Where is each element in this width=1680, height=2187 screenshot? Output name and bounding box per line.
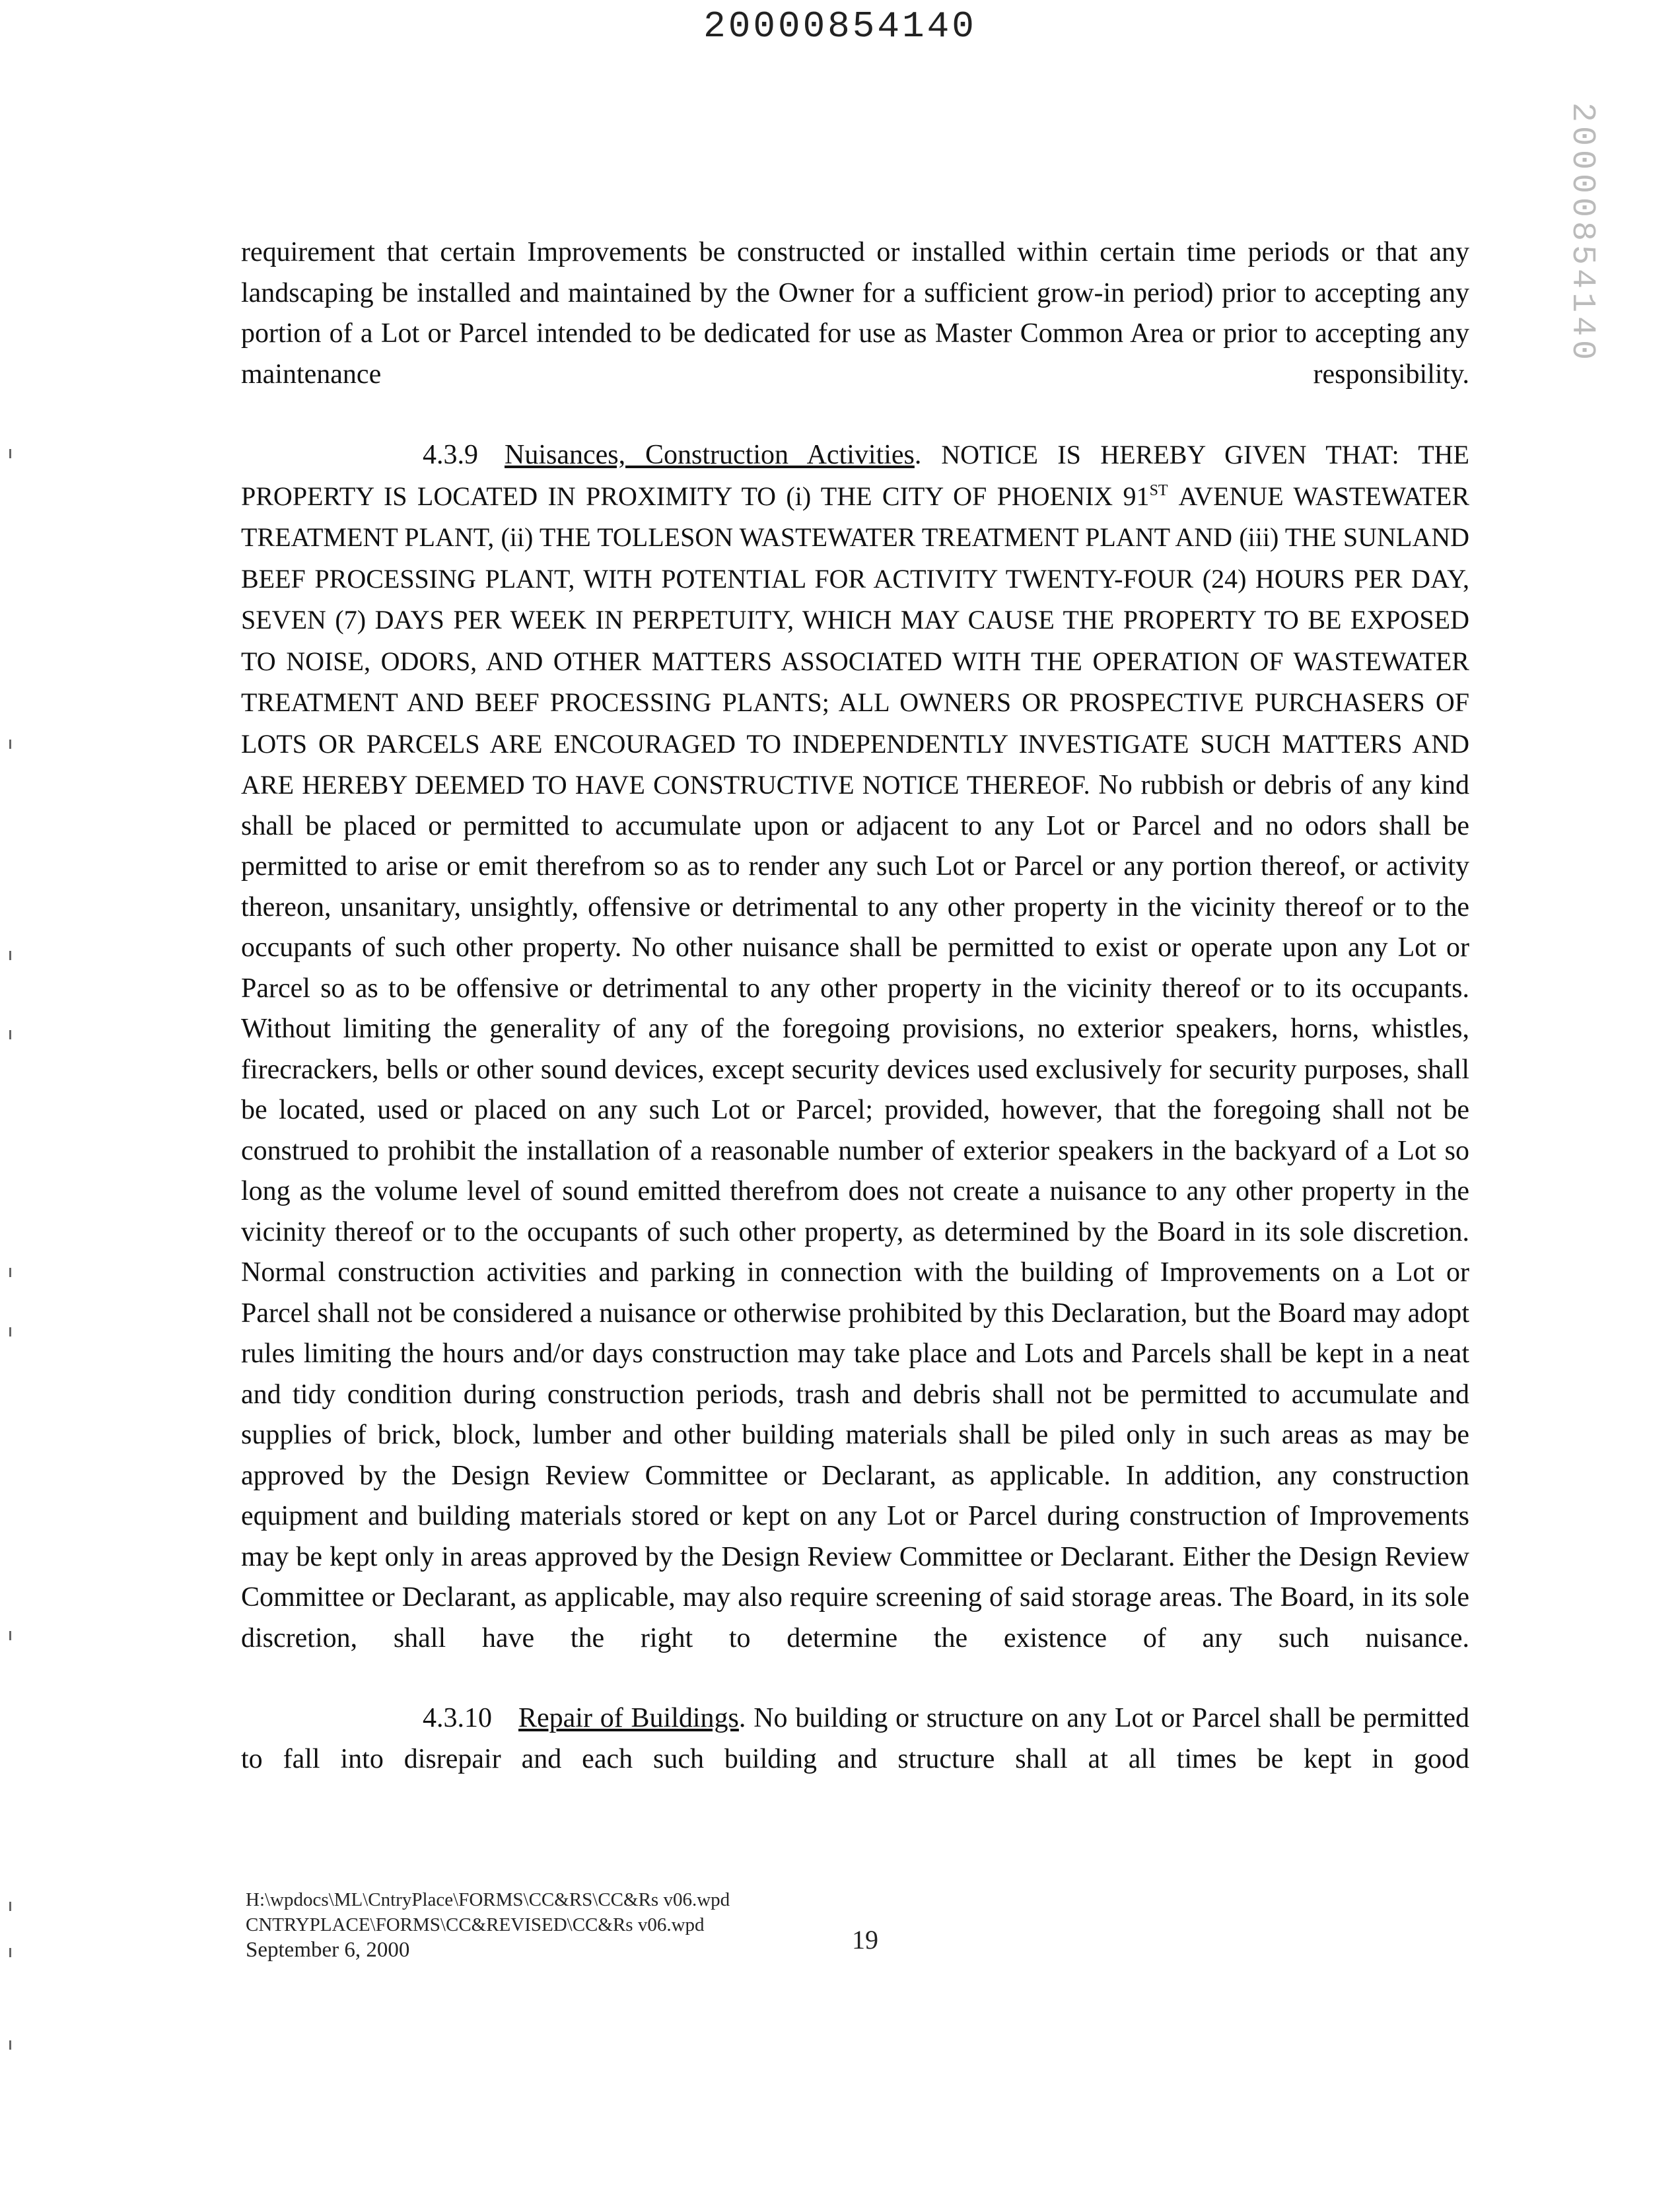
- paragraph-continuation: requirement that certain Improvements be constructed or installed within certain time periods or that any landscaping be installed and maintained by the Owner for a sufficient grow-in period) prior to accepting any portion of a Lot or Parcel intended to be dedicated for use as Master Common Area or prior to accepting any maintenance responsibility.: [241, 237, 1469, 390]
- scan-mark: [9, 1902, 11, 1911]
- side-recording-stamp: [1563, 102, 1605, 364]
- section-number: 4.3.9: [423, 440, 478, 470]
- section-4-3-9: 4.3.9 Nuisances, Construction Activities. NOTICE IS HEREBY GIVEN THAT: THE PROPERTY IS LOCATED IN PROXIMITY TO (i) THE CITY OF PHOENIX 91ST AVENUE WASTEWATER TREATMENT PLANT, (ii) THE TOLLESON WASTEWATER TREATMENT PLANT AND (iii) THE SUNLAND BEEF PROCESSING PLANT, WITH POTENTIAL FOR ACTIVITY TWENTY-FOUR (24) HOURS PER DAY, SEVEN (7) DAYS PER WEEK IN PERPETUITY, WHICH MAY CAUSE THE PROPERTY TO BE EXPOSED TO NOISE, ODORS, AND OTHER MATTERS ASSOCIATED WITH THE OPERATION OF WASTEWATER TREATMENT AND BEEF PROCESSING PLANTS; ALL OWNERS OR PROSPECTIVE PURCHASERS OF LOTS OR PARCELS ARE ENCOURAGED TO INDEPENDENTLY INVESTIGATE SUCH MATTERS AND ARE HEREBY DEEMED TO HAVE CONSTRUCTIVE NOTICE THEREOF. No rubbish or debris of any kind shall be placed or permitted to accumulate upon or adjacent to any Lot or Parcel and no odors shall be permitted to arise or emit therefrom so as to render any such Lot or Parcel or any portion thereof, or activity thereon, unsanitary, unsightly, offensive or detrimental to any other property in the vicinity thereof or to the occupants of such other property. No other nuisance shall be permitted to exist or operate upon any Lot or Parcel so as to be offensive or detrimental to any other property in the vicinity thereof or to its occupants. Without limiting the generality of any of the foregoing provisions, no exterior speakers, horns, whistles, firecrackers, bells or other sound devices, except security devices used exclusively for security purposes, shall be located, used or placed on any such Lot or Parcel; provided, however, that the foregoing shall not be construed to prohibit the installation of a reasonable number of exterior speakers in the backyard of a Lot so long as the volume level of sound emitted therefrom does not create a nuisance to any other property in the vicinity thereof or to the occupants of such other property, as determined by the Board in its sole discretion. Normal construction activities and parking in connection with the building of Improvements on a Lot or Parcel shall not be considered a nuisance or otherwise prohibited by this Declaration, but the Board may adopt rules limiting the hours and/or days construction may take place and Lots and Parcels shall be kept in a neat and tidy condition during construction periods, trash and debris shall not be permitted to accumulate and supplies of brick, block, lumber and other building materials shall be piled only in such areas as may be approved by the Design Review Committee or Declarant, as applicable. In addition, any construction equipment and building materials stored or kept on any Lot or Parcel during construction of Improvements may be kept only in areas approved by the Design Review Committee or Declarant. Either the Design Review Committee or Declarant, as applicable, may also require screening of said storage areas. The Board, in its sole discretion, shall have the right to determine the existence of any such nuisance.: [241, 434, 1469, 1659]
- scan-mark: [9, 1327, 11, 1336]
- scan-mark: [9, 1631, 11, 1640]
- page-number: 19: [852, 1925, 878, 1955]
- scan-mark: [9, 1268, 11, 1277]
- document-footer: [246, 1887, 730, 1962]
- scan-mark: [9, 1948, 11, 1957]
- scan-mark: [9, 1030, 11, 1039]
- section-heading: Nuisances, Construction Activities: [505, 440, 915, 470]
- notice-text-continued: AVENUE WASTEWATER TREATMENT PLANT, (ii) THE TOLLESON WASTEWATER TREATMENT PLANT AND (iii) THE SUNLAND BEEF PROCESSING PLANT, WITH POTENTIAL FOR ACTIVITY TWENTY-FOUR (24) HOURS PER DAY, SEVEN (7) DAYS PER WEEK IN PERPETUITY, WHICH MAY CAUSE THE PROPERTY TO BE EXPOSED TO NOISE, ODORS, AND OTHER MATTERS ASSOCIATED WITH THE OPERATION OF WASTEWATER TREATMENT AND BEEF PROCESSING PLANTS; ALL OWNERS OR PROSPECTIVE PURCHASERS OF LOTS OR PARCELS ARE ENCOURAGED TO INDEPENDENTLY INVESTIGATE SUCH MATTERS AND ARE HEREBY DEEMED TO HAVE CONSTRUCTIVE NOTICE THEREOF.: [241, 481, 1469, 800]
- side-stamp-text: 20000854140: [1563, 102, 1601, 364]
- scan-mark: [9, 951, 11, 960]
- footer-file-path: H:\wpdocs\ML\CntryPlace\FORMS\CC&RS\CC&Rs v06.wpd: [246, 1889, 730, 1910]
- scan-mark: [9, 740, 11, 749]
- scan-mark: [9, 2040, 11, 2050]
- footer-date: September 6, 2000: [246, 1938, 410, 1962]
- document-body: [241, 232, 1469, 1780]
- footer-file-path-revised: CNTRYPLACE\FORMS\CC&REVISED\CC&Rs v06.wpd: [246, 1914, 705, 1935]
- section-body: No building or structure on any Lot or Parcel shall be permitted to fall into disrepair and each such building and structure shall at all times be kept in good: [241, 1703, 1469, 1774]
- section-number: 4.3.10: [423, 1703, 492, 1733]
- section-body: No rubbish or debris of any kind shall be placed or permitted to accumulate upon or adjacent to any Lot or Parcel and no odors shall be permitted to arise or emit therefrom so as to render any such Lot or Parcel or any portion thereof, or activity thereon, unsanitary, unsightly, offensive or detrimental to any other property in the vicinity thereof or to the occupants of such other property. No other nuisance shall be permitted to exist or operate upon any Lot or Parcel so as to be offensive or detrimental to any other property in the vicinity thereof or to its occupants. Without limiting the generality of any of the foregoing provisions, no exterior speakers, horns, whistles, firecrackers, bells or other sound devices, except security devices used exclusively for security purposes, shall be located, used or placed on any such Lot or Parcel; provided, however, that the foregoing shall not be construed to prohibit the installation of a reasonable number of exterior speakers in the backyard of a Lot so long as the volume level of sound emitted therefrom does not create a nuisance to any other property in the vicinity thereof or to the occupants of such other property, as determined by the Board in its sole discretion. Normal construction activities and parking in connection with the building of Improvements on a Lot or Parcel shall not be considered a nuisance or otherwise prohibited by this Declaration, but the Board may adopt rules limiting the hours and/or days construction may take place and Lots and Parcels shall be kept in a neat and tidy condition during construction periods, trash and debris shall not be permitted to accumulate and supplies of brick, block, lumber and other building materials shall be piled only in such areas as may be approved by the Design Review Committee or Declarant, as applicable. In addition, any construction equipment and building materials stored or kept on any Lot or Parcel during construction of Improvements may be kept only in areas approved by the Design Review Committee or Declarant. Either the Design Review Committee or Declarant, as applicable, may also require screening of said storage areas. The Board, in its sole discretion, shall have the right to determine the existence of any such nuisance.: [241, 770, 1470, 1653]
- left-margin-scan-marks: [0, 0, 26, 2187]
- section-4-3-10: 4.3.10 Repair of Buildings. No building or structure on any Lot or Parcel shall be permitted to fall into disrepair and each such building and structure shall at all times be kept in good: [241, 1698, 1469, 1780]
- recording-number: 20000854140: [703, 5, 977, 48]
- notice-superscript: ST: [1149, 481, 1168, 499]
- notice-text: NOTICE IS HEREBY GIVEN THAT: THE PROPERTY IS LOCATED IN PROXIMITY TO (i) THE CITY OF PHOENIX 91: [241, 440, 1469, 511]
- section-heading: Repair of Buildings: [518, 1703, 739, 1733]
- scan-mark: [9, 449, 11, 458]
